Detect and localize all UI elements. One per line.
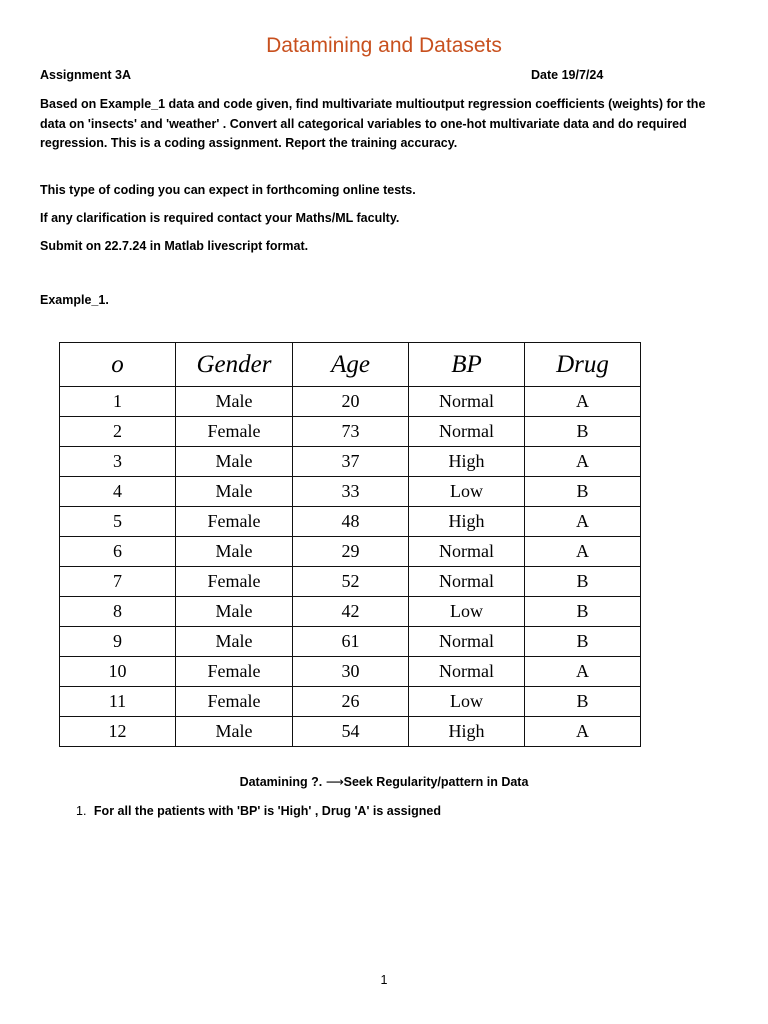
- table-cell: B: [525, 477, 641, 507]
- arrow-icon: ⟶: [325, 775, 344, 789]
- table-cell: 2: [60, 417, 176, 447]
- online-tests-note: This type of coding you can expect in forthcoming online tests.: [40, 183, 416, 197]
- finding-text: For all the patients with 'BP' is 'High' , Drug 'A' is assigned: [93, 804, 441, 818]
- table-cell: Low: [409, 477, 525, 507]
- table-cell: B: [525, 687, 641, 717]
- finding-number: 1.: [76, 804, 87, 818]
- table-cell: 30: [293, 657, 409, 687]
- table-cell: Male: [176, 627, 293, 657]
- table-cell: Male: [176, 387, 293, 417]
- table-cell: 7: [60, 567, 176, 597]
- table-cell: 20: [293, 387, 409, 417]
- table-cell: High: [409, 447, 525, 477]
- table-cell: A: [525, 537, 641, 567]
- table-cell: Female: [176, 567, 293, 597]
- column-header: BP: [409, 343, 525, 387]
- table-cell: Male: [176, 537, 293, 567]
- table-cell: 6: [60, 537, 176, 567]
- table-cell: 33: [293, 477, 409, 507]
- table-cell: 29: [293, 537, 409, 567]
- column-header: Drug: [525, 343, 641, 387]
- table-row: [60, 657, 641, 687]
- table-row: [60, 567, 641, 597]
- table-cell: 1: [60, 387, 176, 417]
- table-row: [60, 597, 641, 627]
- table-cell: Female: [176, 657, 293, 687]
- table-cell: 12: [60, 717, 176, 747]
- table-cell: A: [525, 717, 641, 747]
- table-cell: Male: [176, 717, 293, 747]
- table-cell: Male: [176, 447, 293, 477]
- example-label: Example_1.: [40, 293, 109, 307]
- table-cell: Female: [176, 507, 293, 537]
- table-cell: Male: [176, 477, 293, 507]
- instructions-paragraph: Based on Example_1 data and code given, find multivariate multioutput regression coefficients (weights) for the data on 'insects' and 'weather' . Convert all categorical variables to one-hot multivariate data and do required regression. This is a coding assignment. Report the training accuracy.: [40, 97, 706, 150]
- table-cell: Normal: [409, 567, 525, 597]
- table-cell: 42: [293, 597, 409, 627]
- table-row: [60, 717, 641, 747]
- table-cell: Normal: [409, 537, 525, 567]
- table-cell: B: [525, 597, 641, 627]
- table-cell: B: [525, 627, 641, 657]
- table-cell: High: [409, 717, 525, 747]
- table-row: [60, 447, 641, 477]
- table-cell: Female: [176, 417, 293, 447]
- table-header-row: [60, 343, 641, 387]
- table-row: [60, 687, 641, 717]
- table-cell: Normal: [409, 387, 525, 417]
- submission-note: Submit on 22.7.24 in Matlab livescript format.: [40, 239, 309, 253]
- document-title: Datamining and Datasets: [266, 34, 502, 57]
- datamining-tail: Seek Regularity/pattern in Data: [343, 775, 529, 789]
- example-data-table: [59, 342, 641, 747]
- table-row: [60, 417, 641, 447]
- table-cell: Normal: [409, 627, 525, 657]
- table-cell: A: [525, 507, 641, 537]
- table-row: [60, 387, 641, 417]
- table-cell: A: [525, 657, 641, 687]
- table-cell: Normal: [409, 657, 525, 687]
- table-cell: 10: [60, 657, 176, 687]
- table-cell: Male: [176, 597, 293, 627]
- finding-item: [76, 804, 441, 818]
- clarification-note: If any clarification is required contact your Maths/ML faculty.: [40, 211, 400, 225]
- table-cell: 4: [60, 477, 176, 507]
- column-header: Gender: [176, 343, 293, 387]
- table-cell: 54: [293, 717, 409, 747]
- assignment-date: Date 19/7/24: [531, 68, 604, 82]
- datamining-caption: [0, 774, 768, 789]
- column-header: Age: [293, 343, 409, 387]
- column-header: o: [60, 343, 176, 387]
- table-cell: A: [525, 387, 641, 417]
- table-cell: Low: [409, 597, 525, 627]
- table-cell: A: [525, 447, 641, 477]
- table-cell: 5: [60, 507, 176, 537]
- datamining-lead: Datamining ?.: [239, 775, 323, 789]
- table-cell: B: [525, 417, 641, 447]
- table-row: [60, 477, 641, 507]
- table-cell: 11: [60, 687, 176, 717]
- table-cell: High: [409, 507, 525, 537]
- table-cell: Female: [176, 687, 293, 717]
- page-number: 1: [380, 973, 388, 987]
- table-cell: 52: [293, 567, 409, 597]
- table-cell: 3: [60, 447, 176, 477]
- table-cell: 26: [293, 687, 409, 717]
- table-cell: Low: [409, 687, 525, 717]
- table-row: [60, 507, 641, 537]
- assignment-label: Assignment 3A: [40, 68, 131, 82]
- table-cell: 48: [293, 507, 409, 537]
- table-cell: 9: [60, 627, 176, 657]
- table-cell: B: [525, 567, 641, 597]
- table-cell: Normal: [409, 417, 525, 447]
- table-cell: 37: [293, 447, 409, 477]
- table-row: [60, 627, 641, 657]
- table-cell: 61: [293, 627, 409, 657]
- table-row: [60, 537, 641, 567]
- table-cell: 8: [60, 597, 176, 627]
- table-cell: 73: [293, 417, 409, 447]
